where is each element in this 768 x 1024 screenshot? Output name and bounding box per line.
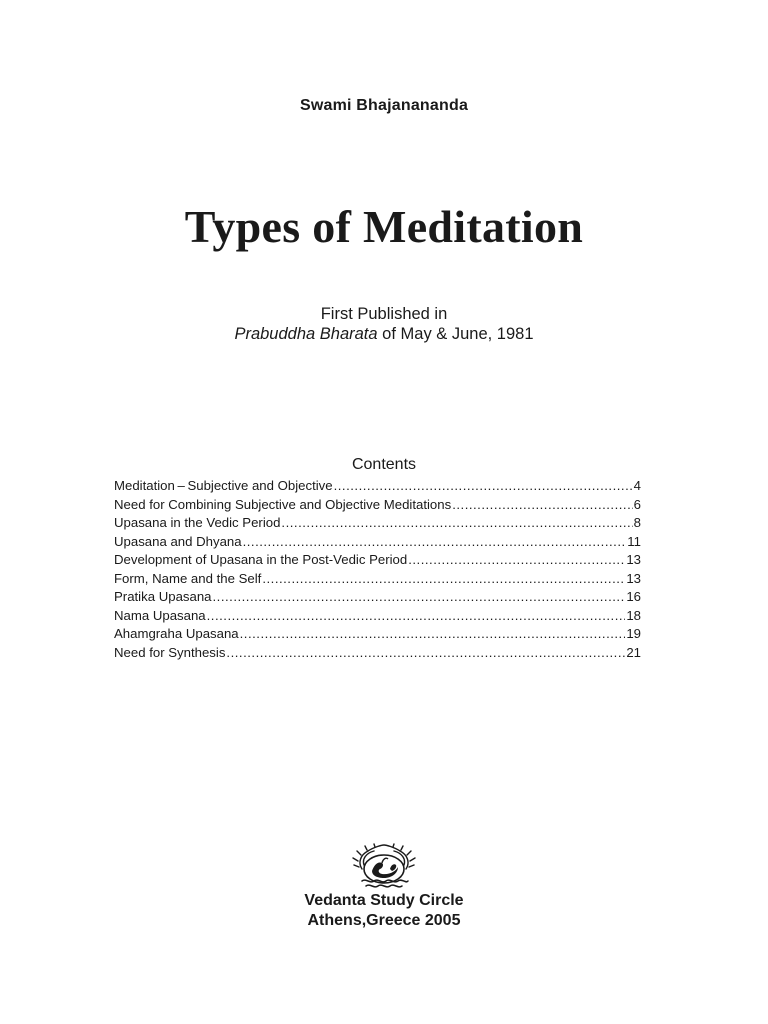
toc-entry[interactable] xyxy=(114,607,641,626)
toc-entry-title: Nama Upasana xyxy=(114,607,206,623)
toc-page-number: 13 xyxy=(626,570,641,586)
toc-entry-title: Meditation – Subjective and Objective xyxy=(114,478,333,493)
toc-leader xyxy=(408,551,625,570)
toc-entry[interactable] xyxy=(114,644,641,663)
toc-entry-title: Development of Upasana in the Post-Vedic Period xyxy=(114,552,408,567)
toc-page-number: 8 xyxy=(633,515,641,530)
toc-page-number: 13 xyxy=(626,552,641,567)
toc-leader xyxy=(281,514,632,533)
toc-entry[interactable] xyxy=(114,625,641,644)
journal-name: Prabuddha Bharata xyxy=(234,325,378,343)
toc-page-number: 19 xyxy=(626,626,641,641)
toc-entry-title: Form, Name and the Self xyxy=(114,570,262,586)
table-of-contents xyxy=(114,477,641,662)
publisher-block xyxy=(0,891,768,931)
toc-page-number: 4 xyxy=(633,478,641,493)
toc-entry-title: Upasana in the Vedic Period xyxy=(114,515,281,530)
toc-entry[interactable] xyxy=(114,588,641,607)
toc-entry[interactable] xyxy=(114,514,641,533)
toc-page-number: 11 xyxy=(627,533,641,549)
book-title: Types of Meditation xyxy=(184,201,584,252)
publication-note xyxy=(0,304,768,344)
toc-leader xyxy=(207,607,626,626)
publication-issue: of May & June, 1981 xyxy=(382,325,534,343)
toc-leader xyxy=(334,477,633,496)
toc-entry[interactable] xyxy=(114,496,641,515)
ramakrishna-order-emblem-icon xyxy=(348,843,420,889)
toc-entry-title: Need for Combining Subjective and Objective Meditations xyxy=(114,496,452,512)
toc-leader xyxy=(452,496,632,515)
toc-page-number: 18 xyxy=(626,607,641,623)
toc-page-number: 6 xyxy=(633,496,641,512)
contents-heading: Contents xyxy=(351,456,417,473)
toc-entry-title: Pratika Upasana xyxy=(114,589,212,604)
toc-entry[interactable] xyxy=(114,551,641,570)
publication-line: First Published in xyxy=(320,305,448,323)
toc-leader xyxy=(243,533,627,552)
author-name: Swami Bhajanananda xyxy=(299,97,469,114)
publication-source xyxy=(0,324,768,344)
toc-leader xyxy=(213,588,626,607)
publisher-name: Vedanta Study Circle xyxy=(304,892,464,909)
toc-entry[interactable] xyxy=(114,533,641,552)
toc-leader xyxy=(226,644,625,663)
toc-entry-title: Ahamgraha Upasana xyxy=(114,626,239,641)
toc-entry-title: Need for Synthesis xyxy=(114,644,226,660)
toc-entry[interactable] xyxy=(114,477,641,496)
toc-entry-title: Upasana and Dhyana xyxy=(114,533,242,549)
toc-leader xyxy=(262,570,625,589)
toc-page-number: 21 xyxy=(626,644,641,660)
toc-page-number: 16 xyxy=(626,589,641,604)
toc-entry[interactable] xyxy=(114,570,641,589)
toc-leader xyxy=(240,625,626,644)
publisher-place-year: Athens,Greece 2005 xyxy=(307,912,461,929)
